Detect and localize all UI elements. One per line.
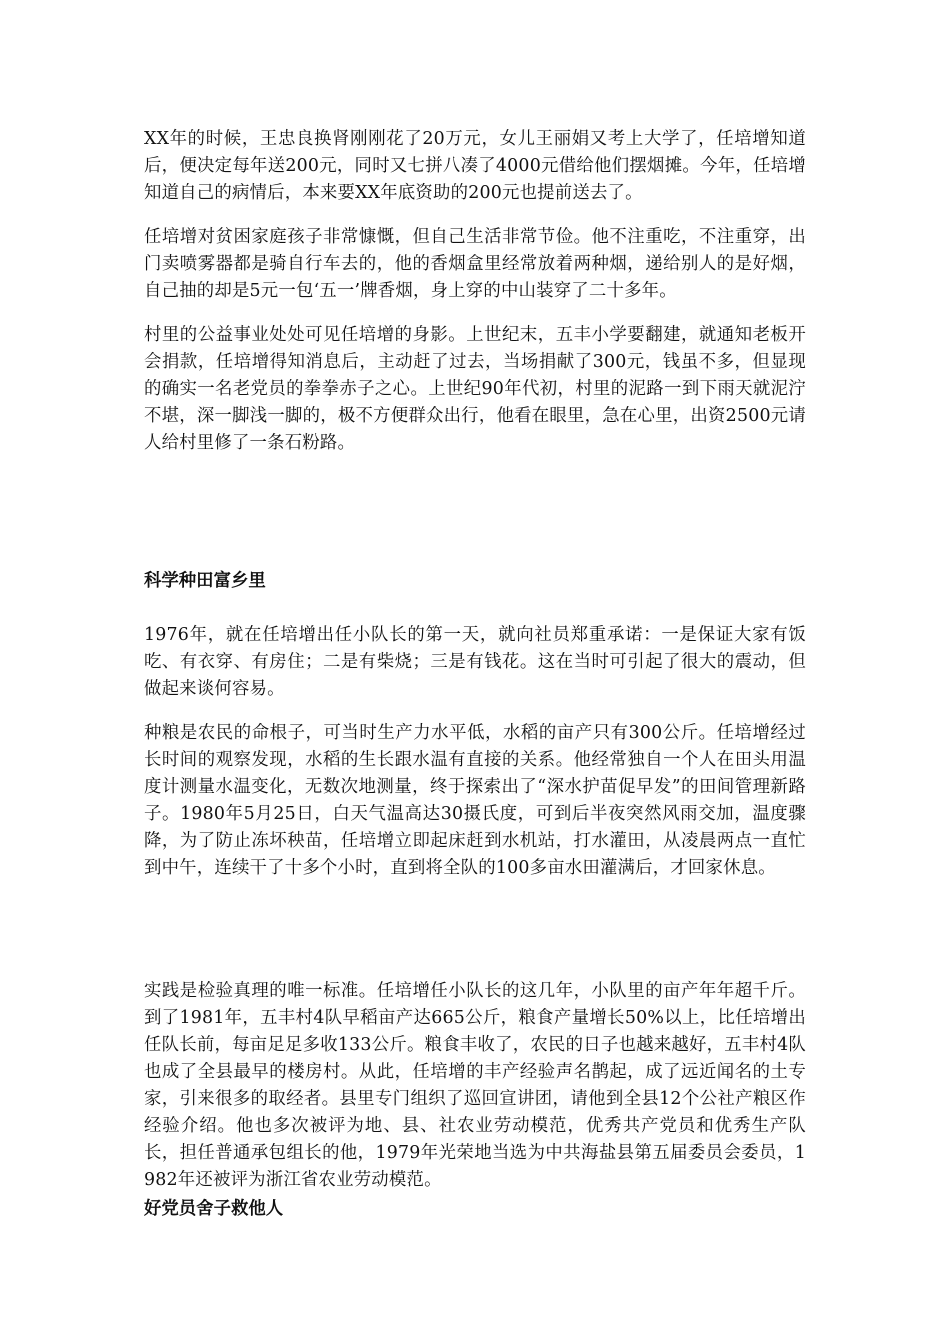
paragraph-donation-family: XX年的时候，王忠良换肾刚刚花了20万元，女儿王丽娟又考上大学了，任培增知道后，便决定每年送200元，同时又七拼八凑了4000元借给他们摆烟摊。今年，任培增知道自己的病情后，本来要XX年底资助的200元也提前送去了。 — [144, 129, 806, 203]
paragraph-frugal-life: 任培增对贫困家庭孩子非常慷慨，但自己生活非常节俭。他不注重吃，不注重穿，出门卖喷雾器都是骑自行车去的，他的香烟盒里经常放着两种烟，递给别人的是好烟，自己抽的却是5元一包‘五一’牌香烟，身上穿的中山装穿了二十多年。 — [144, 227, 806, 301]
paragraph-rice-water-temperature: 种粮是农民的命根子，可当时生产力水平低，水稻的亩产只有300公斤。任培增经过长时间的观察发现，水稻的生长跟水温有直接的关系。他经常独自一个人在田头用温度计测量水温变化，无数次地测量，终于探索出了“深水护苗促早发”的田间管理新路子。1980年5月25日，白天气温高达30摄氏度，可到后半夜突然风雨交加，温度骤降，为了防止冻坏秧苗，任培增立即起床赶到水机站，打水灌田，从凌晨两点一直忙到中午，连续干了十多个小时，直到将全队的100多亩水田灌满后，才回家休息。 — [144, 723, 806, 878]
section-heading-scientific-farming: 科学种田富乡里 — [144, 571, 266, 591]
paragraph-promise-1976: 1976年，就在任培增出任小队长的第一天，就向社员郑重承诺：一是保证大家有饭吃、有衣穿、有房住；二是有柴烧；三是有钱花。这在当时可引起了很大的震动，但做起来谈何容易。 — [144, 625, 806, 699]
paragraph-practice-results: 实践是检验真理的唯一标准。任培增任小队长的这几年，小队里的亩产年年超千斤。到了1981年，五丰村4队早稻亩产达665公斤，粮食产量增长50%以上，比任培增出任队长前，每亩足足多收133公斤。粮食丰收了，农民的日子也越来越好，五丰村4队也成了全县最早的楼房村。从此，任培增的丰产经验声名鹊起，成了远近闻名的土专家，引来很多的取经者。县里专门组织了巡回宣讲团，请他到全县12个公社产粮区作经验介绍。他也多次被评为地、县、社农业劳动模范，优秀共产党员和优秀生产队长，担任普通承包组长的他，1979年光荣地当选为中共海盐县第五届委员会委员，1982年还被评为浙江省农业劳动模范。 — [144, 981, 806, 1190]
paragraph-public-welfare: 村里的公益事业处处可见任培增的身影。上世纪末，五丰小学要翻建，就通知老板开会捐款，任培增得知消息后，主动赶了过去，当场捐献了300元，钱虽不多，但显现的确实一名老党员的拳拳赤子之心。上世纪90年代初，村里的泥路一到下雨天就泥泞不堪，深一脚浅一脚的，极不方便群众出行，他看在眼里，急在心里，出资2500元请人给村里修了一条石粉路。 — [144, 325, 806, 453]
section-heading-good-party-member: 好党员舍子救他人 — [144, 1199, 284, 1219]
